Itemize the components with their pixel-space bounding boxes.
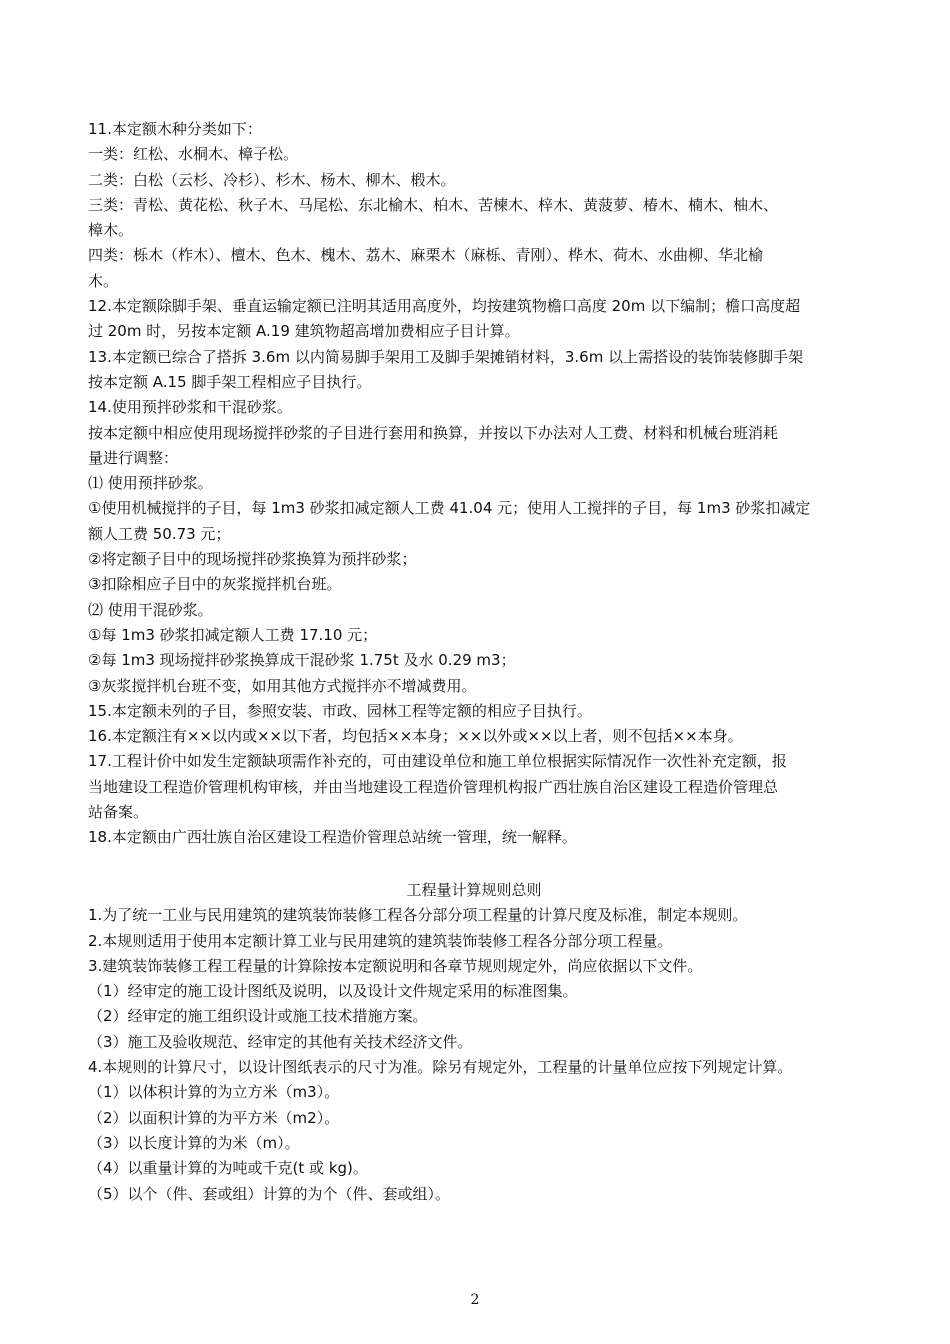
text-line: 二类：白松（云杉、冷杉）、杉木、杨木、柳木、椴木。 <box>88 170 456 189</box>
text-line: ②每 1m3 现场搅拌砂浆换算成干混砂浆 1.75t 及水 0.29 m3； <box>88 651 516 670</box>
text-line: （1）经审定的施工设计图纸及说明，以及设计文件规定采用的标准图集。 <box>88 982 578 1001</box>
text-line: （5）以个（件、套或组）计算的为个（件、套或组）。 <box>88 1184 451 1203</box>
section-heading: 工程量计算规则总则 <box>406 881 542 899</box>
page-number: 2 <box>470 1292 480 1308</box>
text-line: （2）以面积计算的为平方米（m2）。 <box>88 1108 340 1127</box>
text-line: 三类：青松、黄花松、秋子木、马尾松、东北榆木、柏木、苦楝木、梓木、黄菠萝、椿木、楠木、柚木、 <box>88 195 779 214</box>
text-line: 18.本定额由广西壮族自治区建设工程造价管理总站统一管理，统一解释。 <box>88 828 577 847</box>
general-notes-section <box>88 117 870 851</box>
text-line: （3）以长度计算的为米（m）。 <box>88 1133 300 1152</box>
text-line: ①使用机械搅拌的子目，每 1m3 砂浆扣减定额人工费 41.04 元；使用人工搅拌的子目，每 1m3 砂浆扣减定 <box>88 499 811 518</box>
text-line: 14.使用预拌砂浆和干混砂浆。 <box>88 398 292 417</box>
text-line: 13.本定额已综合了搭拆 3.6m 以内简易脚手架用工及脚手架摊销材料，3.6m 以上需搭设的装饰装修脚手架 <box>88 347 804 366</box>
text-line: 15.本定额未列的子目，参照安装、市政、园林工程等定额的相应子目执行。 <box>88 701 592 720</box>
text-line: ⑴ 使用预拌砂浆。 <box>88 474 213 493</box>
text-line: （3）施工及验收规范、经审定的其他有关技术经济文件。 <box>88 1032 473 1051</box>
text-line: 额人工费 50.73 元； <box>88 524 231 543</box>
text-line: 16.本定额注有××以内或××以下者，均包括××本身；××以外或××以上者，则不包括××本身。 <box>88 727 743 746</box>
text-line: ③扣除相应子目中的灰浆搅拌机台班。 <box>88 575 342 594</box>
text-line: 量进行调整： <box>88 448 179 467</box>
text-line: 12.本定额除脚手架、垂直运输定额已注明其适用高度外，均按建筑物檐口高度 20m 以下编制；檐口高度超 <box>88 297 801 316</box>
text-line: 按本定额中相应使用现场搅拌砂浆的子目进行套用和换算，并按以下办法对人工费、材料和机械台班消耗 <box>88 423 779 442</box>
text-line: 17.工程计价中如发生定额缺项需作补充的，可由建设单位和施工单位根据实际情况作一次性补充定额，报 <box>88 752 787 771</box>
text-line: 四类：栎木（柞木）、檀木、色木、槐木、荔木、麻栗木（麻栎、青刚）、桦木、荷木、水曲柳、华北榆 <box>88 246 764 265</box>
text-line: 4.本规则的计算尺寸，以设计图纸表示的尺寸为准。除另有规定外，工程量的计量单位应按下列规定计算。 <box>88 1058 793 1077</box>
text-line: 2.本规则适用于使用本定额计算工业与民用建筑的建筑装饰装修工程各分部分项工程量。 <box>88 931 673 950</box>
text-line: 木。 <box>88 271 119 290</box>
text-line: （2）经审定的施工组织设计或施工技术措施方案。 <box>88 1007 428 1026</box>
text-line: ②将定额子目中的现场搅拌砂浆换算为预拌砂浆； <box>88 550 417 569</box>
text-line: ⑵ 使用干混砂浆。 <box>88 600 213 619</box>
text-line: （4）以重量计算的为吨或千克(t 或 kg)。 <box>88 1159 368 1178</box>
calculation-rules-section <box>88 878 870 1207</box>
text-line: 11.本定额木种分类如下： <box>88 120 262 138</box>
text-line: （1）以体积计算的为立方米（m3）。 <box>88 1083 340 1102</box>
text-line: ③灰浆搅拌机台班不变，如用其他方式搅拌亦不增减费用。 <box>88 676 477 695</box>
text-line: 樟木。 <box>88 221 134 240</box>
text-line: 一类：红松、水桐木、樟子松。 <box>88 145 299 164</box>
text-line: 站备案。 <box>88 803 149 822</box>
text-line: ①每 1m3 砂浆扣减定额人工费 17.10 元； <box>88 625 378 644</box>
text-line: 1.为了统一工业与民用建筑的建筑装饰装修工程各分部分项工程量的计算尺度及标准，制定本规则。 <box>88 906 748 925</box>
text-line: 当地建设工程造价管理机构审核，并由当地建设工程造价管理机构报广西壮族自治区建设工程造价管理总 <box>88 777 779 796</box>
text-line: 3.建筑装饰装修工程工程量的计算除按本定额说明和各章节规则规定外，尚应依据以下文件。 <box>88 956 703 975</box>
text-line: 过 20m 时，另按本定额 A.19 建筑物超高增加费相应子目计算。 <box>88 322 520 341</box>
text-line: 按本定额 A.15 脚手架工程相应子目执行。 <box>88 372 372 391</box>
